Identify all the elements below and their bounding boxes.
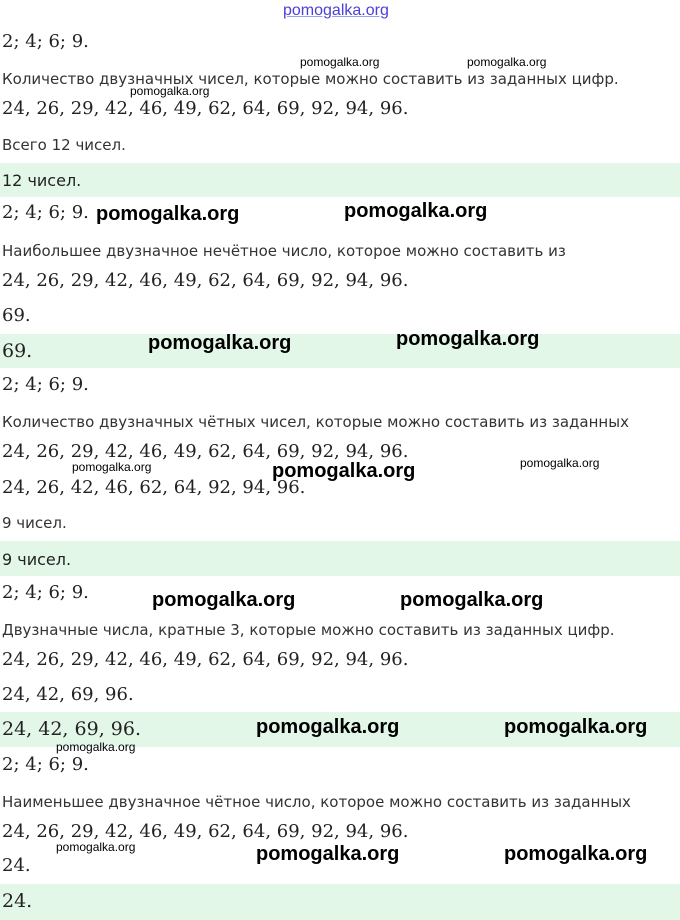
site-watermark-top: pomogalka.org <box>283 2 389 19</box>
result-line: 9 чисел. <box>2 514 67 532</box>
digits-line: 2; 4; 6; 9. <box>2 31 89 52</box>
answer-band <box>0 884 680 920</box>
digits-line: 2; 4; 6; 9. <box>2 754 89 775</box>
extra-numbers-line: 24, 26, 42, 46, 62, 64, 92, 94, 96. <box>2 477 306 498</box>
numbers-line: 24, 26, 29, 42, 46, 49, 62, 64, 69, 92, 94, 96. <box>2 98 409 119</box>
answer-band <box>0 163 680 197</box>
numbers-line: 24, 26, 29, 42, 46, 49, 62, 64, 69, 92, 94, 96. <box>2 441 409 462</box>
watermark: pomogalka.org <box>152 589 296 611</box>
watermark: pomogalka.org <box>56 740 136 754</box>
watermark: pomogalka.org <box>520 456 600 470</box>
question-text: Количество двузначных чётных чисел, которые можно составить из заданных <box>2 413 629 431</box>
watermark: pomogalka.org <box>467 55 547 69</box>
watermark: pomogalka.org <box>300 55 380 69</box>
watermark: pomogalka.org <box>504 843 648 865</box>
answer-text: 69. <box>2 340 33 362</box>
numbers-line: 24, 26, 29, 42, 46, 49, 62, 64, 69, 92, 94, 96. <box>2 270 409 291</box>
watermark: pomogalka.org <box>96 203 240 225</box>
watermark: pomogalka.org <box>272 460 416 482</box>
answer-text: 12 чисел. <box>2 171 82 190</box>
watermark: pomogalka.org <box>56 840 136 854</box>
question-text: Двузначные числа, кратные 3, которые можно составить из заданных цифр. <box>2 621 615 639</box>
watermark: pomogalka.org <box>400 589 544 611</box>
watermark: pomogalka.org <box>130 84 210 98</box>
digits-line: 2; 4; 6; 9. <box>2 582 89 603</box>
question-text: Наибольшее двузначное нечётное число, которое можно составить из <box>2 242 566 260</box>
watermark: pomogalka.org <box>504 716 648 738</box>
digits-line: 2; 4; 6; 9. <box>2 374 89 395</box>
question-text: Наименьшее двузначное чётное число, которое можно составить из заданных <box>2 793 631 811</box>
answer-text: 24, 42, 69, 96. <box>2 718 141 740</box>
numbers-line: 24, 26, 29, 42, 46, 49, 62, 64, 69, 92, 94, 96. <box>2 649 409 670</box>
watermark: pomogalka.org <box>396 328 540 350</box>
answer-text: 24. <box>2 890 33 912</box>
result-line: Всего 12 чисел. <box>2 136 126 154</box>
result-line: 69. <box>2 305 31 326</box>
answer-text: 9 чисел. <box>2 550 72 569</box>
watermark: pomogalka.org <box>148 332 292 354</box>
digits-line: 2; 4; 6; 9. <box>2 202 89 223</box>
watermark: pomogalka.org <box>256 716 400 738</box>
watermark: pomogalka.org <box>256 843 400 865</box>
result-line: 24. <box>2 855 31 876</box>
answer-band <box>0 334 680 368</box>
watermark: pomogalka.org <box>344 200 488 222</box>
result-line: 24, 42, 69, 96. <box>2 684 134 705</box>
numbers-line: 24, 26, 29, 42, 46, 49, 62, 64, 69, 92, 94, 96. <box>2 821 409 842</box>
question-text: Количество двузначных чисел, которые можно составить из заданных цифр. <box>2 70 619 88</box>
watermark: pomogalka.org <box>72 460 152 474</box>
answer-band <box>0 541 680 576</box>
